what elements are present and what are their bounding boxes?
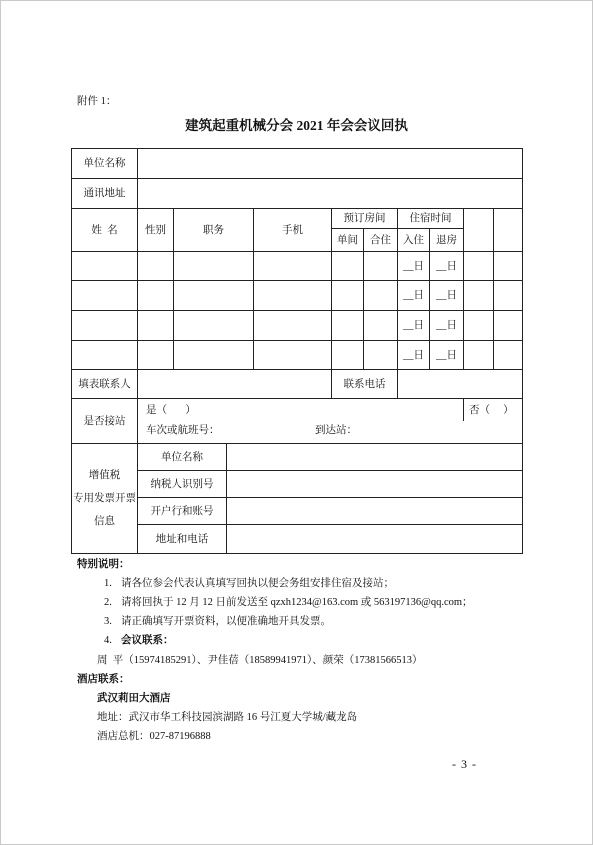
- table-row: [72, 252, 523, 281]
- header-blank-2: [494, 209, 523, 252]
- arrival-station-label: 到达站：: [315, 425, 357, 436]
- meeting-contacts: 周 平（15974185291）、尹佳蓓（18589941971）、颜荣（17381566513）: [97, 655, 423, 666]
- header-checkout: 退房: [430, 229, 464, 252]
- pickup-cell: [138, 399, 523, 444]
- phone-label: 联系电话: [332, 370, 398, 399]
- table-row: [72, 341, 523, 370]
- header-checkin: 入住: [398, 229, 430, 252]
- invoice-bank-account-label: 开户行和账号: [138, 498, 227, 525]
- page-title: 建筑起重机械分会 2021 年会会议回执: [185, 118, 408, 133]
- cell-checkin: __日: [398, 252, 430, 281]
- cell-shared: [364, 281, 398, 311]
- pickup-yes-option: 是（ ）: [146, 405, 196, 416]
- cell-blank: [464, 281, 494, 311]
- cell-gender: [138, 311, 174, 341]
- header-position: 职务: [174, 209, 254, 252]
- cell-checkout: __日: [430, 252, 464, 281]
- cell-single: [332, 281, 364, 311]
- hotel-address: 地址：武汉市华工科技园滨湖路 16 号江夏大学城/藏龙岛: [97, 712, 358, 723]
- cell-position: [174, 281, 254, 311]
- cell-gender: [138, 281, 174, 311]
- cell-single: [332, 311, 364, 341]
- header-blank-1: [464, 209, 494, 252]
- cell-checkin: __日: [398, 311, 430, 341]
- registration-form-table: [71, 148, 523, 554]
- cell-mobile: [254, 341, 332, 370]
- cell-mobile: [254, 281, 332, 311]
- cell-checkout: __日: [430, 311, 464, 341]
- notes-heading: 特别说明：: [77, 559, 130, 570]
- header-name: 姓 名: [72, 209, 138, 252]
- cell-blank: [494, 281, 523, 311]
- invoice-section-label: [72, 444, 138, 554]
- table-row: [72, 311, 523, 341]
- cell-checkout: __日: [430, 281, 464, 311]
- invoice-tax-id-label: 纳税人识别号: [138, 471, 227, 498]
- cell-single: [332, 252, 364, 281]
- phone-value-cell: [398, 370, 523, 399]
- invoice-address-phone-value-cell: [227, 525, 523, 554]
- invoice-label-line: 专用发票开票: [73, 493, 136, 504]
- cell-checkin: __日: [398, 341, 430, 370]
- invoice-label-line: 增值税: [88, 470, 121, 481]
- cell-name: [72, 311, 138, 341]
- note-number: 1.: [104, 578, 112, 589]
- cell-name: [72, 341, 138, 370]
- cell-blank: [464, 311, 494, 341]
- meeting-contact-heading: 会议联系：: [121, 635, 174, 646]
- cell-shared: [364, 341, 398, 370]
- note-number: 2.: [104, 597, 112, 608]
- cell-position: [174, 341, 254, 370]
- pickup-no-option: 否（ ）: [469, 405, 514, 416]
- address-label: 通讯地址: [72, 179, 138, 209]
- pickup-content: [138, 399, 522, 443]
- cell-mobile: [254, 252, 332, 281]
- invoice-label-line: 信息: [94, 516, 115, 527]
- cell-position: [174, 311, 254, 341]
- header-shared-room: 合住: [364, 229, 398, 252]
- note-text: 请正确填写开票资料，以便准确地开具发票。: [121, 616, 331, 627]
- invoice-unit-name-label: 单位名称: [138, 444, 227, 471]
- cell-shared: [364, 311, 398, 341]
- cell-blank: [464, 341, 494, 370]
- cell-name: [72, 281, 138, 311]
- cell-checkin: __日: [398, 281, 430, 311]
- unit-name-label: 单位名称: [72, 149, 138, 179]
- unit-name-value-cell: [138, 149, 523, 179]
- hotel-name: 武汉莉田大酒店: [97, 693, 171, 704]
- address-value-cell: [138, 179, 523, 209]
- train-flight-label: 车次或航班号：: [146, 425, 220, 436]
- invoice-address-phone-label: 地址和电话: [138, 525, 227, 554]
- header-stay-time: 住宿时间: [398, 209, 464, 229]
- invoice-tax-id-value-cell: [227, 471, 523, 498]
- note-text: 请各位参会代表认真填写回执以便会务组安排住宿及接站；: [121, 578, 394, 589]
- page-number: - 3 -: [452, 757, 477, 771]
- header-mobile: 手机: [254, 209, 332, 252]
- cell-gender: [138, 341, 174, 370]
- cell-position: [174, 252, 254, 281]
- header-room-booking: 预订房间: [332, 209, 398, 229]
- header-single-room: 单间: [332, 229, 364, 252]
- invoice-unit-name-value-cell: [227, 444, 523, 471]
- cell-blank: [464, 252, 494, 281]
- cell-mobile: [254, 311, 332, 341]
- attachment-label: 附件 1：: [77, 96, 117, 107]
- note-number: 4.: [104, 635, 112, 646]
- cell-name: [72, 252, 138, 281]
- hotel-heading: 酒店联系：: [77, 674, 130, 685]
- cell-blank: [494, 341, 523, 370]
- table-row: [72, 281, 523, 311]
- contact-person-value-cell: [138, 370, 332, 399]
- cell-single: [332, 341, 364, 370]
- note-number: 3.: [104, 616, 112, 627]
- cell-checkout: __日: [430, 341, 464, 370]
- pickup-divider: [463, 399, 464, 421]
- contact-person-label: 填表联系人: [72, 370, 138, 399]
- header-gender: 性别: [138, 209, 174, 252]
- note-text: 请将回执于 12 月 12 日前发送至 qzxh1234@163.com 或 563197136@qq.com；: [121, 597, 473, 608]
- hotel-phone: 酒店总机：027-87196888: [97, 731, 211, 742]
- cell-blank: [494, 252, 523, 281]
- invoice-bank-account-value-cell: [227, 498, 523, 525]
- cell-shared: [364, 252, 398, 281]
- pickup-label: 是否接站: [72, 399, 138, 444]
- cell-blank: [494, 311, 523, 341]
- cell-gender: [138, 252, 174, 281]
